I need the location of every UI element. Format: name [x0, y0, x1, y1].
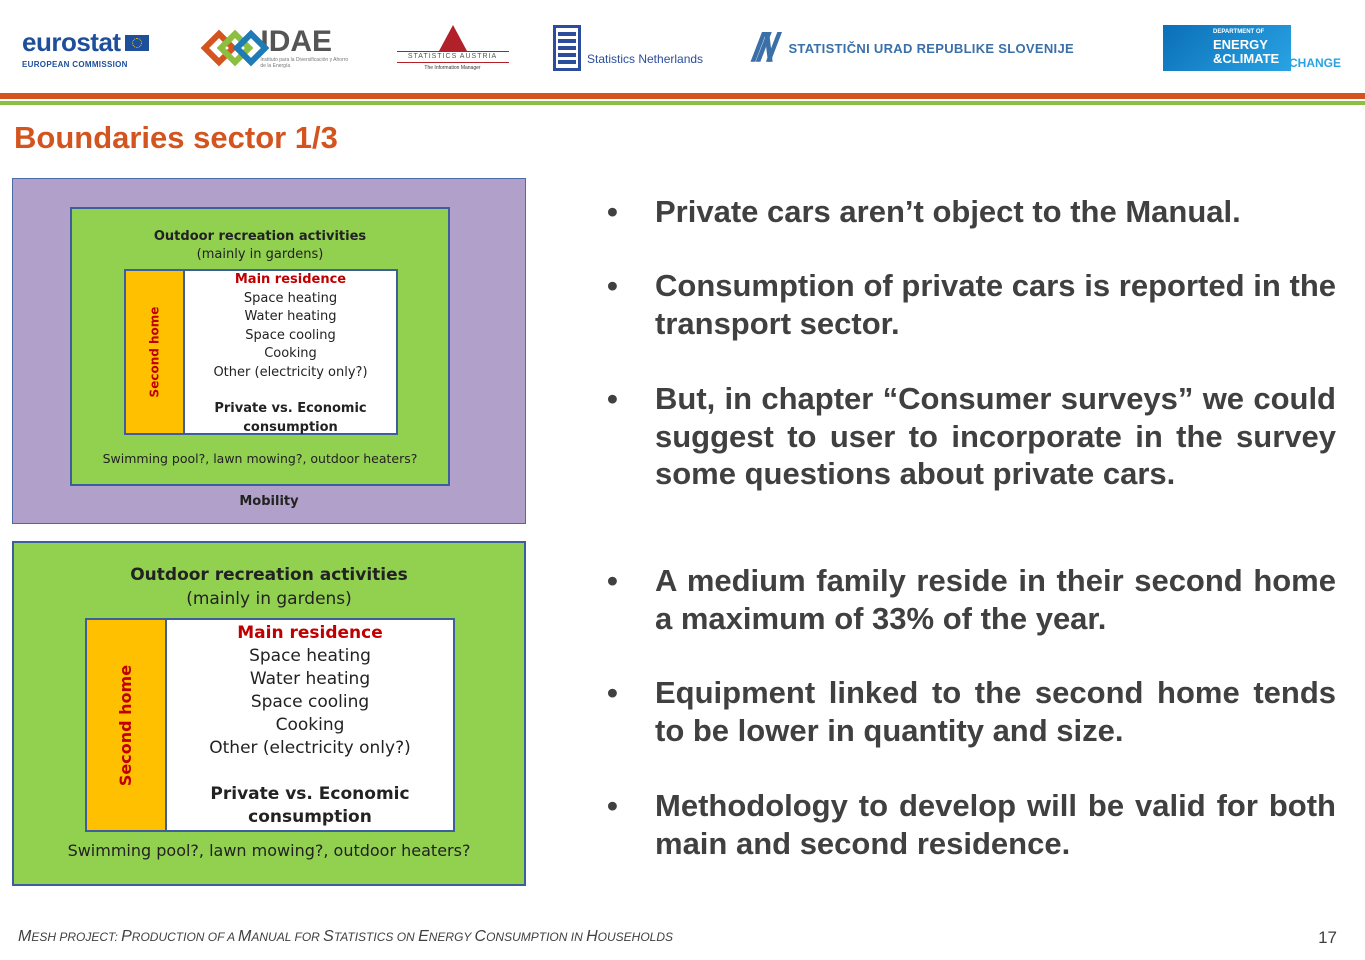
- logo-strip: [0, 0, 1365, 92]
- slide-title: Boundaries sector 1/3: [14, 120, 338, 155]
- main-residence-title: Main residence: [234, 272, 347, 287]
- list-item: Space heating: [243, 290, 338, 306]
- list-item: Space heating: [249, 646, 371, 666]
- austria-subtitle: The Information Manager: [424, 65, 481, 71]
- main-residence-list: [167, 620, 453, 830]
- cbs-mark-icon: [553, 25, 581, 71]
- bullet-item: • A medium family reside in their second home a maximum of 33% of the year.: [607, 563, 1336, 636]
- bullet-item: • Equipment linked to the second home tends to be lower in quantity and size.: [607, 675, 1336, 748]
- private-economic-line1: Private vs. Economic: [214, 401, 367, 416]
- eurostat-logo: [22, 20, 167, 76]
- idae-subtitle: Instituto para la Diversificación y Ahorro de la Energía: [260, 57, 349, 69]
- list-item: Space cooling: [250, 692, 370, 712]
- mobility-boundary-diagram: [12, 178, 526, 524]
- footer-project-title: MESH PROJECT: PRODUCTION OF A MANUAL FOR STATISTICS ON ENERGY CONSUMPTION IN HOUSEHOLDS: [18, 928, 674, 945]
- list-item: Other (electricity only?): [213, 364, 368, 380]
- eu-flag-icon: [125, 35, 149, 51]
- bullet-item: • Private cars aren’t object to the Manual.: [607, 194, 1241, 229]
- residence-box: [85, 618, 455, 832]
- idae-wordmark: IDAE: [260, 25, 333, 58]
- second-home-label: Second home: [147, 306, 162, 398]
- private-economic-line2: consumption: [248, 807, 372, 827]
- austria-triangle-icon: [439, 25, 467, 51]
- mobility-label: Mobility: [239, 494, 299, 509]
- idae-logo: [202, 20, 352, 76]
- bullet-item: • Methodology to develop will be valid for both main and second residence.: [607, 788, 1336, 861]
- main-residence-list: [185, 271, 396, 433]
- list-item: Cooking: [264, 346, 317, 361]
- page-number: 17: [1318, 928, 1337, 947]
- second-home-label: Second home: [116, 664, 136, 786]
- decc-mark: DEPARTMENT OF ENERGY &CLIMATE CHANGE: [1163, 25, 1291, 71]
- statistics-slovenia-logo: [752, 20, 1142, 76]
- list-item: Other (electricity only?): [209, 738, 411, 758]
- second-home-band: [87, 620, 167, 830]
- outdoor-activities-box: [70, 207, 450, 486]
- outdoor-footer: Swimming pool?, lawn mowing?, outdoor heaters?: [67, 841, 471, 860]
- outdoor-title: Outdoor recreation activities: [130, 565, 408, 585]
- residence-box: [124, 269, 398, 435]
- list-item: Water heating: [244, 309, 337, 324]
- outdoor-title: Outdoor recreation activities: [153, 229, 367, 244]
- eurostat-subtitle: EUROPEAN COMMISSION: [22, 60, 128, 69]
- private-economic-line2: consumption: [243, 419, 338, 435]
- eurostat-wordmark: eurostat: [22, 27, 121, 57]
- header-rule-green: [0, 101, 1365, 105]
- outdoor-subtitle: (mainly in gardens): [196, 247, 324, 262]
- idae-mark-icon: [202, 22, 254, 74]
- second-home-band: [126, 271, 185, 433]
- bullet-item: • Consumption of private cars is reported in the transport sector.: [607, 268, 1336, 341]
- slovenia-mark-icon: //\/: [752, 25, 773, 70]
- austria-wordmark: STATISTICS AUSTRIA: [397, 51, 509, 63]
- decc-logo: [1163, 20, 1343, 76]
- list-item: Cooking: [275, 715, 345, 735]
- header-rule-orange: [0, 93, 1365, 99]
- list-item: Water heating: [249, 669, 371, 689]
- outdoor-boundary-diagram: [12, 541, 526, 886]
- list-item: Space cooling: [245, 327, 336, 343]
- slovenia-wordmark: STATISTIČNI URAD REPUBLIKE SLOVENIJE: [788, 40, 1074, 56]
- statistics-netherlands-logo: [553, 20, 718, 76]
- cbs-wordmark: Statistics Netherlands: [587, 52, 704, 66]
- statistics-austria-logo: [395, 20, 510, 76]
- main-residence-title: Main residence: [237, 623, 383, 643]
- private-economic-line1: Private vs. Economic: [210, 784, 410, 804]
- bullet-item: • But, in chapter “Consumer surveys” we could suggest to user to incorporate in the survey some questions about private cars.: [607, 381, 1336, 491]
- outdoor-subtitle: (mainly in gardens): [186, 589, 352, 609]
- outdoor-footer: Swimming pool?, lawn mowing?, outdoor heaters?: [102, 451, 418, 466]
